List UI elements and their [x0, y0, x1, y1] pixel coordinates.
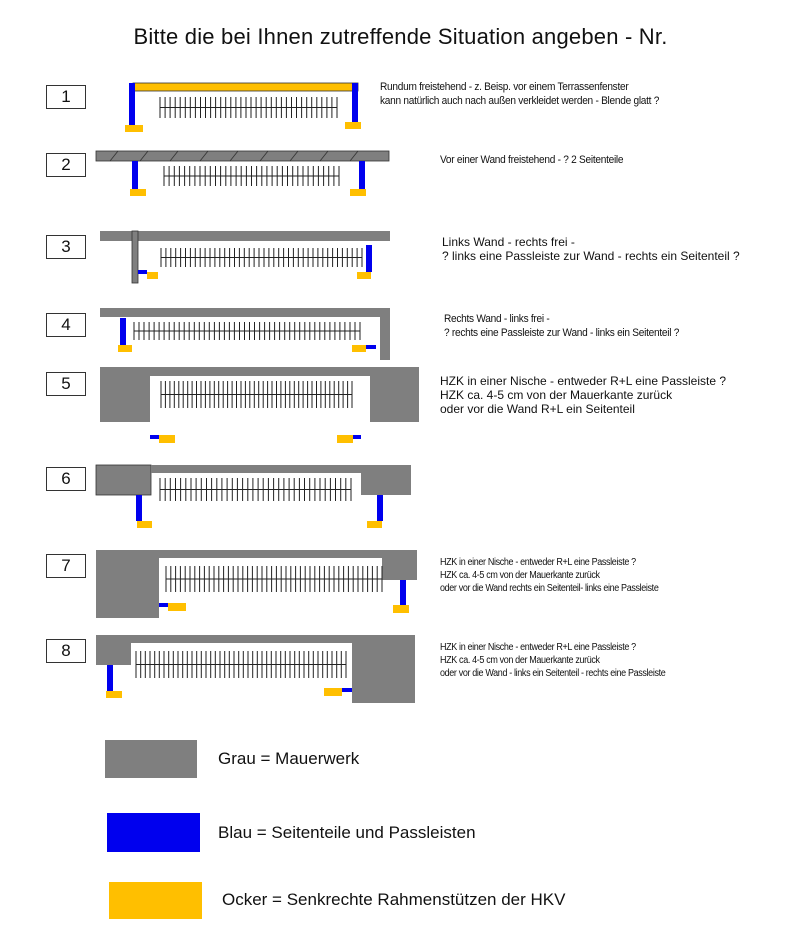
description-line: HZK in einer Nische - entweder R+L eine Passleiste ? — [440, 557, 636, 568]
situation-number-5: 5 — [46, 372, 86, 396]
description-line: HZK in einer Nische - entweder R+L eine Passleiste ? — [440, 642, 636, 653]
description-line: Rechts Wand - links frei - — [444, 313, 550, 325]
radiator-fins — [161, 248, 362, 267]
radiator-fins — [160, 97, 337, 118]
description-line: Rundum freistehend - z. Beisp. vor einem Terrassenfenster — [380, 81, 629, 93]
radiator-fins — [164, 166, 339, 186]
situation-number-3: 3 — [46, 235, 86, 259]
radiator-fins — [161, 381, 352, 408]
legend-label-ocker: Ocker = Senkrechte Rahmenstützen der HKV — [222, 890, 566, 909]
diagram-situation-8 — [96, 635, 415, 703]
diagram-situation-6 — [96, 465, 411, 528]
page-title: Bitte die bei Ihnen zutreffende Situation angeben - Nr. — [133, 24, 668, 49]
situation-number-7: 7 — [46, 554, 86, 578]
description-line: oder vor die Wand R+L ein Seitenteil — [440, 402, 635, 416]
radiator-fins — [134, 322, 360, 340]
diagram-situation-4 — [100, 308, 390, 360]
legend-swatch-grau — [105, 740, 197, 778]
diagram-situation-2 — [96, 151, 389, 196]
description-line: oder vor die Wand - links ein Seitenteil - rechts eine Passleiste — [440, 668, 666, 679]
description-line: ? rechts eine Passleiste zur Wand - links ein Seitenteil ? — [444, 327, 680, 339]
radiator-fins — [160, 478, 351, 501]
situation-number-8: 8 — [46, 639, 86, 663]
legend-swatch-ocker — [109, 882, 202, 919]
legend-label-grau: Grau = Mauerwerk — [218, 749, 360, 768]
description-line: HZK in einer Nische - entweder R+L eine Passleiste ? — [440, 374, 727, 388]
description-line: oder vor die Wand rechts ein Seitenteil- links eine Passleiste — [440, 583, 659, 594]
radiator-fins — [166, 566, 382, 592]
diagram-situation-5 — [100, 367, 419, 443]
diagram-situation-1 — [125, 83, 361, 132]
situation-number-4: 4 — [46, 313, 86, 337]
description-line: HZK ca. 4-5 cm von der Mauerkante zurück — [440, 388, 673, 402]
description-line: Vor einer Wand freistehend - ? 2 Seitenteile — [440, 154, 624, 166]
description-line: HZK ca. 4-5 cm von der Mauerkante zurück — [440, 570, 600, 581]
situation-number-2: 2 — [46, 153, 86, 177]
description-line: Links Wand - rechts frei - — [442, 235, 575, 249]
diagram-situation-7 — [96, 550, 417, 618]
description-line: ? links eine Passleiste zur Wand - rechts ein Seitenteil ? — [442, 249, 740, 263]
description-line: kann natürlich auch nach außen verkleidet werden - Blende glatt ? — [380, 95, 660, 107]
legend-swatch-blau — [107, 813, 200, 852]
situation-number-1: 1 — [46, 85, 86, 109]
legend-label-blau: Blau = Seitenteile und Passleisten — [218, 823, 476, 842]
diagram-situation-3 — [100, 231, 390, 283]
description-line: HZK ca. 4-5 cm von der Mauerkante zurück — [440, 655, 600, 666]
radiator-fins — [136, 651, 346, 678]
situation-number-6: 6 — [46, 467, 86, 491]
